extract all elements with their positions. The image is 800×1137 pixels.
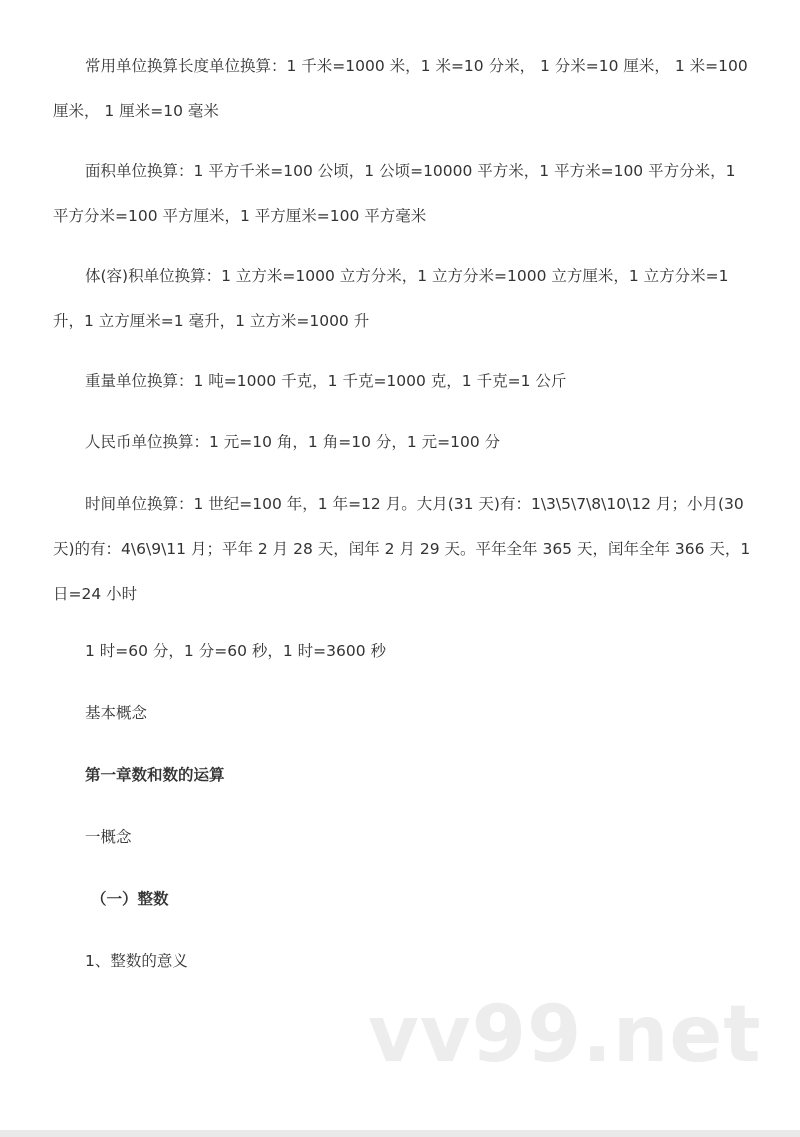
paragraph-currency-conversion: 人民币单位换算：1 元=10 角，1 角=10 分，1 元=100 分 bbox=[85, 433, 501, 451]
heading-chapter-1: 第一章数和数的运算 bbox=[85, 766, 225, 784]
paragraph-hour-conversion: 1 时=60 分，1 分=60 秒，1 时=3600 秒 bbox=[85, 642, 387, 660]
paragraph-volume-conversion: 体(容)积单位换算：1 立方米=1000 立方分米，1 立方分米=1000 立方厘米，1 立方分米=1 升，1 立方厘米=1 毫升，1 立方米=1000 升 bbox=[53, 267, 729, 330]
heading-section-integers: （一）整数 bbox=[91, 890, 169, 908]
paragraph-area-conversion: 面积单位换算：1 平方千米=100 公顷，1 公顷=10000 平方米，1 平方米=100 平方分米，1 平方分米=100 平方厘米，1 平方厘米=100 平方毫米 bbox=[53, 162, 736, 225]
paragraph-time-conversion: 时间单位换算：1 世纪=100 年，1 年=12 月。大月(31 天)有：1\3\5\7\8\10\12 月；小月(30 天)的有：4\6\9\11 月；平年 2 月 28 天，闰年 2 月 29 天。平年全年 365 天，闰年全年 366 天，1 日=24 小时 bbox=[53, 495, 751, 603]
page-bottom-edge bbox=[0, 1130, 800, 1137]
paragraph-weight-conversion: 重量单位换算：1 吨=1000 千克，1 千克=1000 克，1 千克=1 公斤 bbox=[85, 372, 567, 390]
heading-concept: 一概念 bbox=[85, 828, 132, 846]
heading-basic-concepts: 基本概念 bbox=[85, 704, 148, 722]
list-item-integer-meaning: 1、整数的意义 bbox=[85, 952, 188, 970]
watermark-text: vv99.net bbox=[368, 990, 762, 1080]
paragraph-length-conversion: 常用单位换算长度单位换算：1 千米=1000 米，1 米=10 分米， 1 分米=10 厘米， 1 米=100 厘米， 1 厘米=10 毫米 bbox=[53, 57, 748, 120]
